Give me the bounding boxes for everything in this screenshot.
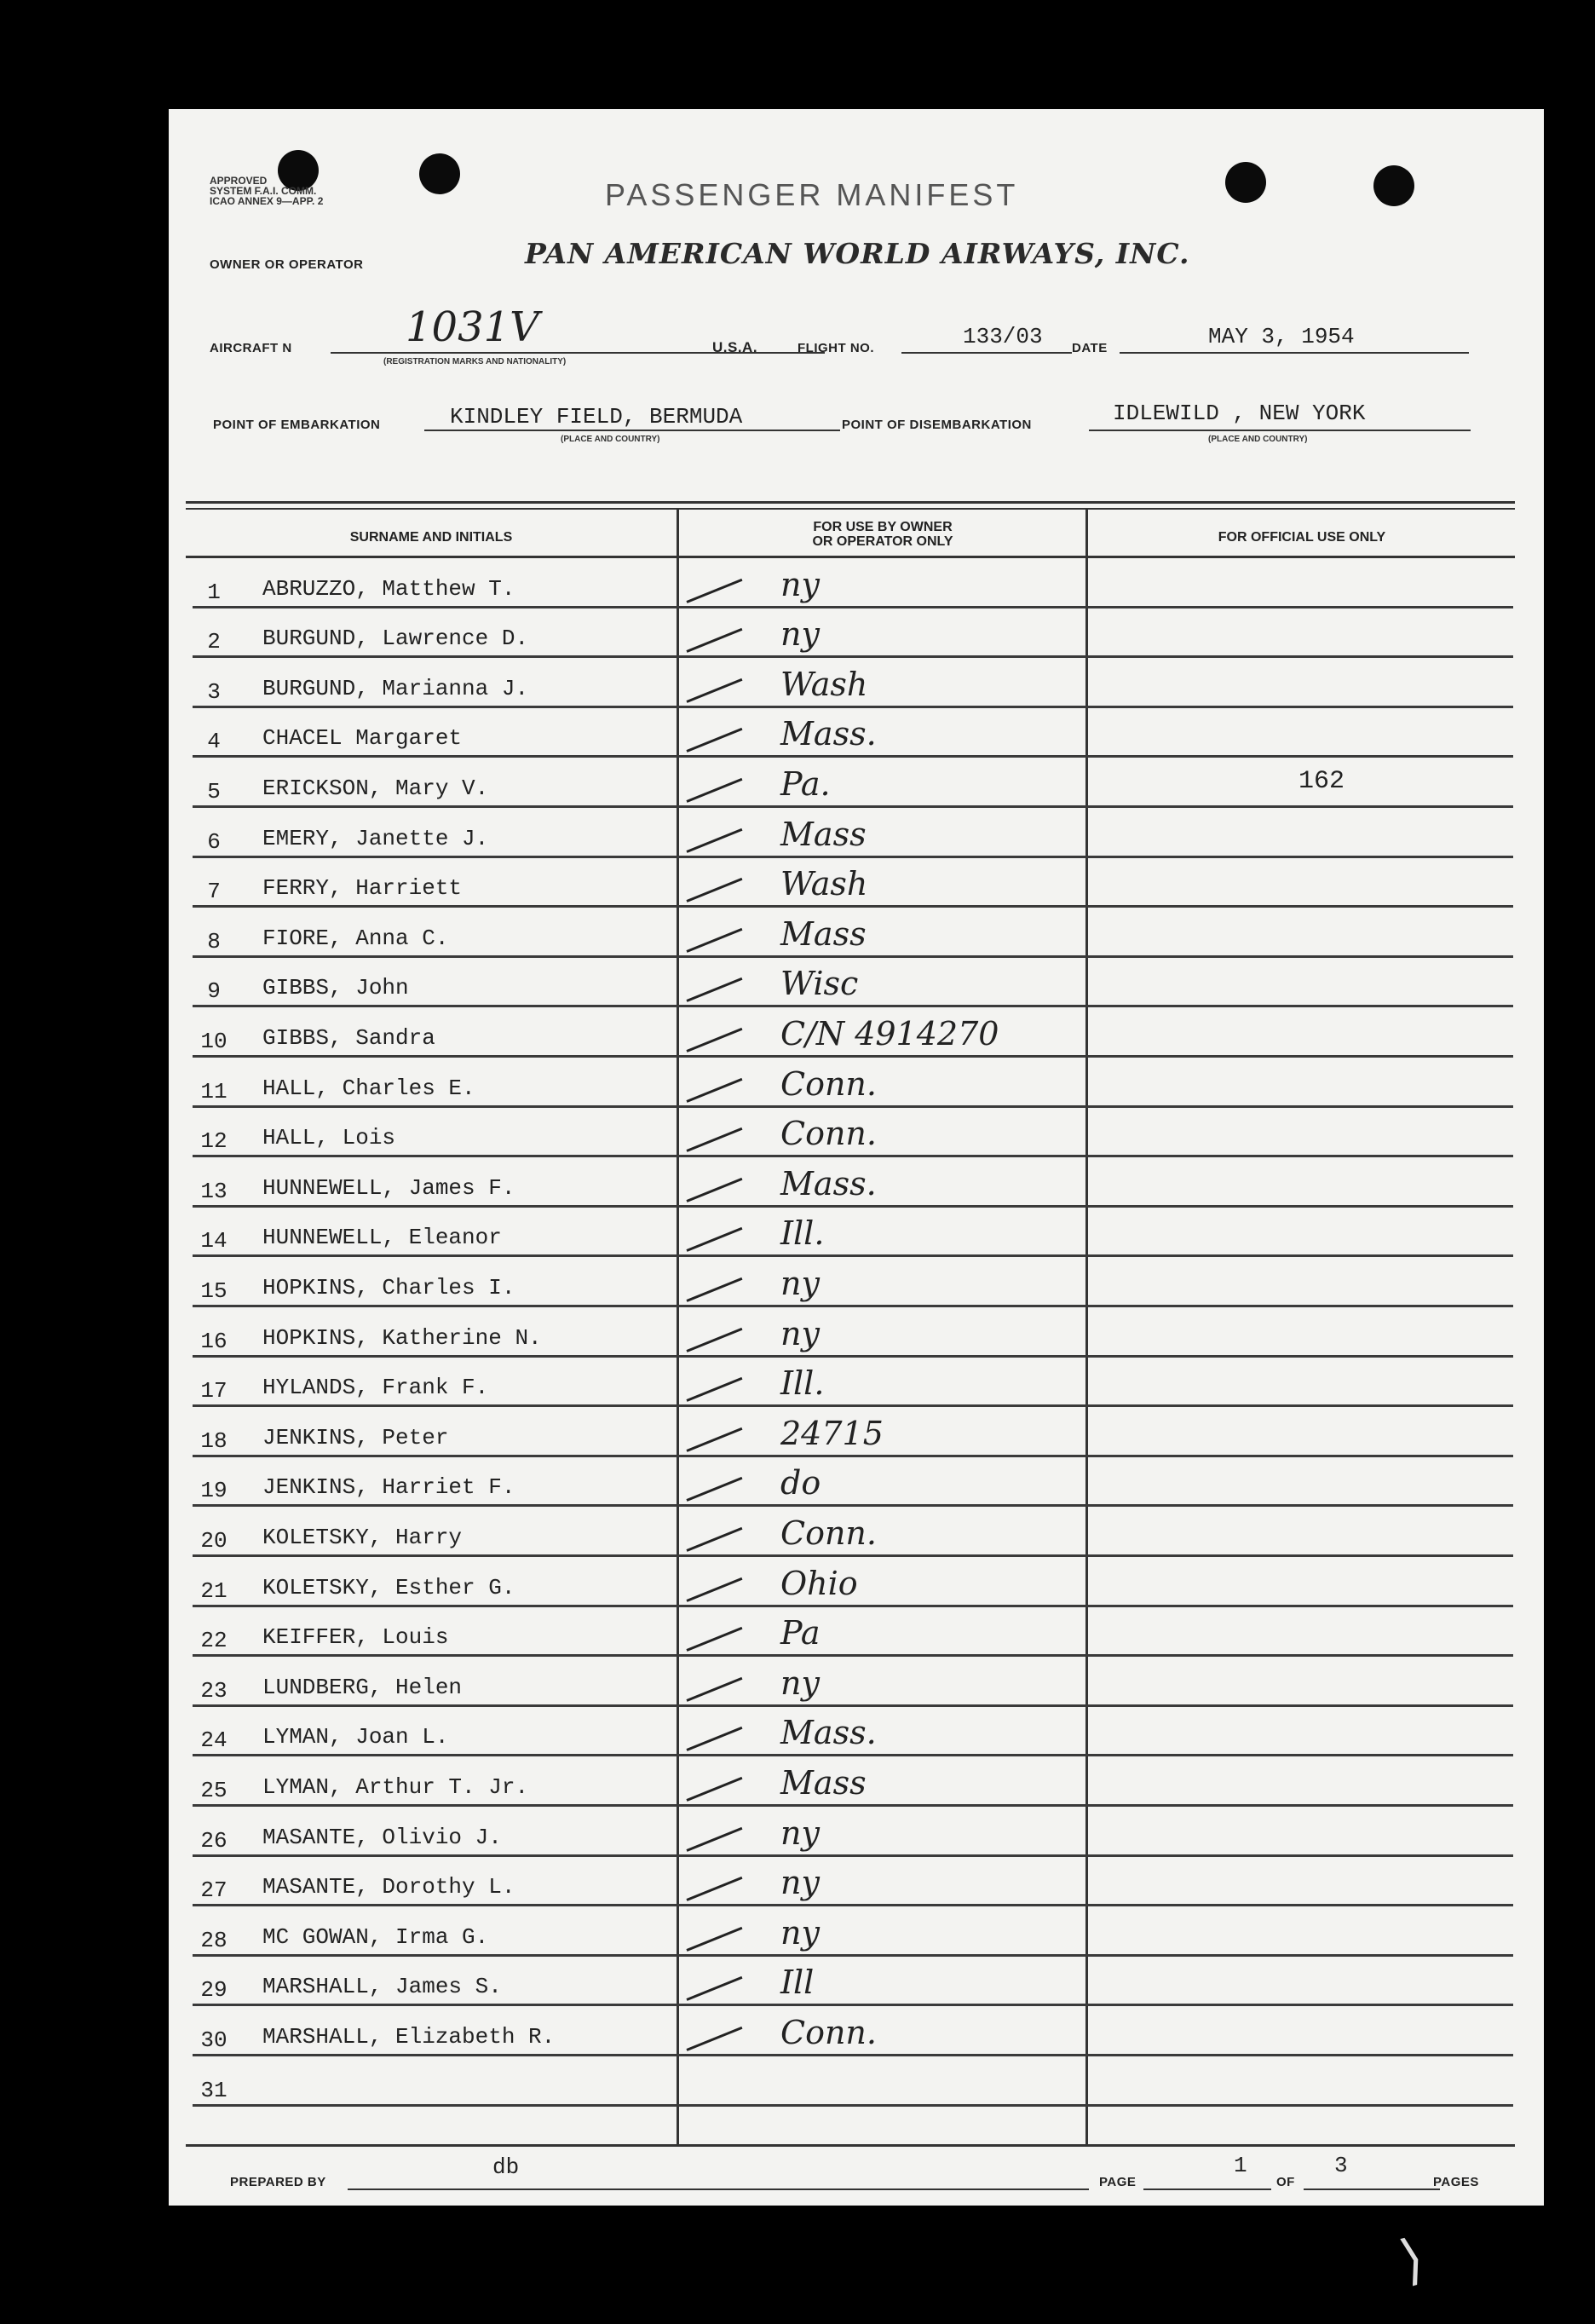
row-number: 5 [207, 778, 221, 804]
official-note: 162 [1298, 766, 1345, 796]
table-row [193, 1906, 1513, 1957]
table-row [193, 1657, 1513, 1707]
passenger-name: BURGUND, Marianna J. [262, 675, 529, 701]
check-mark [686, 1227, 742, 1252]
table-row [193, 1807, 1513, 1857]
passenger-name: ERICKSON, Mary V. [262, 775, 489, 801]
check-mark [686, 578, 742, 603]
punch-hole [419, 153, 460, 194]
page-value: 1 [1234, 2153, 1247, 2178]
of-label: OF [1276, 2175, 1295, 2189]
passenger-name: GIBBS, Sandra [262, 1024, 435, 1051]
residence-note: ny [780, 1814, 820, 1852]
table-row [193, 808, 1513, 858]
passenger-name: CHACEL Margaret [262, 725, 463, 752]
table-top-rule-2 [186, 508, 1515, 510]
check-mark [686, 1627, 742, 1652]
row-number: 22 [200, 1628, 227, 1654]
row-number: 15 [200, 1277, 227, 1304]
punch-hole [1373, 165, 1414, 206]
table-row [193, 1307, 1513, 1358]
table-row [193, 1208, 1513, 1258]
check-mark [686, 828, 742, 852]
table-row [193, 1358, 1513, 1408]
embark-underline [424, 430, 840, 431]
check-mark [686, 1976, 742, 2001]
table-row [193, 1108, 1513, 1158]
table-row [193, 758, 1513, 808]
table-row [193, 958, 1513, 1008]
residence-note: Mass [780, 914, 867, 953]
residence-note: 24715 [780, 1414, 884, 1452]
residence-note: ny [780, 1664, 820, 1702]
table-row [193, 1257, 1513, 1307]
row-number: 11 [200, 1078, 227, 1104]
table-row [193, 708, 1513, 758]
check-mark [686, 1477, 742, 1502]
row-number: 2 [207, 629, 221, 655]
check-mark [686, 1377, 742, 1402]
prepared-underline [348, 2188, 1089, 2190]
residence-note: Mass [780, 1763, 867, 1802]
residence-note: ny [780, 1314, 820, 1352]
col-surname: SURNAME AND INITIALS [349, 530, 513, 545]
row-number: 1 [207, 579, 221, 605]
embark-label: POINT OF EMBARKATION [213, 418, 381, 432]
row-number: 25 [200, 1777, 227, 1803]
table-row [193, 1756, 1513, 1807]
punch-hole [1225, 162, 1266, 203]
passenger-name: KEIFFER, Louis [262, 1624, 449, 1651]
passenger-name: GIBBS, John [262, 975, 409, 1001]
residence-note: Conn. [780, 1064, 877, 1103]
row-number: 9 [207, 978, 221, 1005]
row-number: 8 [207, 928, 221, 954]
residence-note: do [780, 1464, 821, 1502]
owner-label: OWNER OR OPERATOR [210, 257, 364, 272]
residence-note: ny [780, 565, 820, 603]
aircraft-value: 1031V [406, 303, 539, 351]
residence-note: Pa [780, 1614, 821, 1652]
table-row [193, 1457, 1513, 1508]
disembark-sublabel: (PLACE AND COUNTRY) [1208, 435, 1308, 444]
check-mark [686, 1178, 742, 1202]
usa-label: U.S.A. [712, 339, 758, 355]
passenger-name: MC GOWAN, Irma G. [262, 1923, 489, 1950]
passenger-name: LUNDBERG, Helen [262, 1674, 463, 1700]
check-mark [686, 1527, 742, 1552]
approval-note: APPROVED SYSTEM F.A.I. COMM. ICAO ANNEX 9—APP. 2 [210, 175, 324, 207]
check-mark [686, 678, 742, 703]
passenger-name: LYMAN, Arthur T. Jr. [262, 1773, 529, 1800]
table-row [193, 1857, 1513, 1907]
residence-note: Wash [780, 665, 868, 703]
passenger-name: ABRUZZO, Matthew T. [262, 575, 515, 602]
page-label: PAGE [1099, 2175, 1137, 2189]
check-mark [686, 1677, 742, 1702]
residence-note: Wash [780, 865, 868, 903]
residence-note: ny [780, 1264, 820, 1302]
table-row [193, 2006, 1513, 2056]
table-row [193, 908, 1513, 958]
row-number: 4 [207, 729, 221, 755]
check-mark [686, 1777, 742, 1802]
row-number: 30 [200, 2027, 227, 2053]
row-number: 19 [200, 1478, 227, 1504]
residence-note: Conn. [780, 1514, 877, 1552]
residence-note: Pa. [780, 764, 831, 803]
passenger-name: JENKINS, Harriet F. [262, 1474, 515, 1501]
table-row [193, 608, 1513, 659]
check-mark [686, 1927, 742, 1952]
row-number: 23 [200, 1677, 227, 1704]
table-row [193, 1157, 1513, 1208]
row-number: 6 [207, 828, 221, 855]
row-number: 27 [200, 1877, 227, 1904]
table-top-rule [186, 501, 1515, 504]
page-underline [1143, 2188, 1271, 2190]
check-mark [686, 977, 742, 1002]
residence-note: Wisc [780, 965, 859, 1003]
row-number: 7 [207, 879, 221, 905]
check-mark [686, 1127, 742, 1152]
residence-note: ny [780, 1913, 820, 1952]
residence-note: Mass. [780, 1714, 877, 1752]
residence-note: Ill [780, 1964, 815, 2002]
row-number: 24 [200, 1727, 227, 1754]
passenger-name: JENKINS, Peter [262, 1424, 449, 1450]
passenger-name: MARSHALL, Elizabeth R. [262, 2023, 556, 2050]
passenger-name: KOLETSKY, Harry [262, 1524, 463, 1550]
table-row [193, 2056, 1513, 2107]
check-mark [686, 1327, 742, 1352]
manifest-sheet [169, 109, 1544, 2206]
check-mark [686, 778, 742, 803]
disembark-label: POINT OF DISEMBARKATION [842, 418, 1032, 432]
table-row [193, 858, 1513, 908]
passenger-name: HYLANDS, Frank F. [262, 1375, 489, 1401]
row-rule [193, 2104, 1513, 2107]
table-row [193, 558, 1513, 608]
passenger-name: EMERY, Janette J. [262, 825, 489, 851]
residence-note: Conn. [780, 1115, 877, 1153]
residence-note: Mass. [780, 1164, 877, 1202]
passenger-name: BURGUND, Lawrence D. [262, 626, 529, 652]
passenger-name: LYMAN, Joan L. [262, 1724, 449, 1750]
table-row [193, 1607, 1513, 1658]
aircraft-label: AIRCRAFT N [210, 341, 292, 355]
prepared-value: db [492, 2154, 520, 2180]
check-mark [686, 878, 742, 902]
check-mark [686, 1826, 742, 1851]
manifest-title: PASSENGER MANIFEST [605, 177, 1019, 212]
passenger-name: HALL, Charles E. [262, 1075, 475, 1101]
row-number: 10 [200, 1028, 227, 1054]
residence-note: Ill. [780, 1214, 825, 1253]
disembark-underline [1089, 430, 1471, 431]
row-number: 17 [200, 1378, 227, 1404]
embark-value: KINDLEY FIELD, BERMUDA [450, 404, 743, 430]
check-mark [686, 1427, 742, 1452]
passenger-name: MASANTE, Dorothy L. [262, 1874, 515, 1900]
date-label: DATE [1072, 341, 1108, 355]
residence-note: ny [780, 615, 820, 654]
table-row [193, 1058, 1513, 1108]
check-mark [686, 628, 742, 653]
row-number: 26 [200, 1827, 227, 1854]
row-number: 13 [200, 1178, 227, 1204]
row-number: 16 [200, 1328, 227, 1354]
row-number: 28 [200, 1927, 227, 1953]
residence-note: Mass. [780, 715, 877, 753]
pages-value: 3 [1334, 2153, 1348, 2178]
table-bottom-rule [186, 2144, 1515, 2147]
table-row [193, 658, 1513, 708]
table-row [193, 1507, 1513, 1557]
residence-note: Conn. [780, 2013, 877, 2051]
check-mark [686, 1028, 742, 1052]
disembark-value: IDLEWILD , NEW YORK [1113, 401, 1366, 426]
of-underline [1304, 2188, 1440, 2190]
check-mark [686, 1577, 742, 1601]
row-number: 20 [200, 1527, 227, 1554]
flight-value: 133/03 [963, 324, 1043, 349]
table-row [193, 1707, 1513, 1757]
prepared-label: PREPARED BY [230, 2175, 326, 2189]
passenger-name: HALL, Lois [262, 1125, 396, 1151]
aircraft-sublabel: (REGISTRATION MARKS AND NATIONALITY) [383, 357, 567, 366]
passenger-name: HOPKINS, Charles I. [262, 1274, 515, 1300]
table-row [193, 1407, 1513, 1457]
residence-note: Ill. [780, 1364, 825, 1403]
flight-label: FLIGHT NO. [798, 341, 874, 355]
passenger-name: MASANTE, Olivio J. [262, 1824, 502, 1850]
passenger-name: FIORE, Anna C. [262, 925, 449, 951]
check-mark [686, 1727, 742, 1751]
passenger-name: HUNNEWELL, Eleanor [262, 1225, 502, 1251]
row-number: 12 [200, 1128, 227, 1155]
col-owner-use: FOR USE BY OWNER OR OPERATOR ONLY [812, 520, 953, 549]
check-mark [686, 728, 742, 753]
residence-note: C/N 4914270 [780, 1014, 999, 1052]
residence-note: ny [780, 1864, 820, 1902]
date-value: MAY 3, 1954 [1208, 324, 1355, 349]
passenger-name: HOPKINS, Katherine N. [262, 1324, 542, 1351]
residence-note: Ohio [780, 1564, 858, 1602]
pages-label: PAGES [1433, 2175, 1479, 2189]
table-row [193, 1557, 1513, 1607]
table-row [193, 1007, 1513, 1058]
row-number: 21 [200, 1577, 227, 1604]
company-name: PAN AMERICAN WORLD AIRWAYS, INC. [525, 237, 1190, 270]
passenger-name: FERRY, Harriett [262, 875, 463, 902]
date-underline [1120, 352, 1469, 354]
row-number: 29 [200, 1977, 227, 2004]
check-mark [686, 1277, 742, 1302]
embark-sublabel: (PLACE AND COUNTRY) [561, 435, 660, 444]
flight-underline [901, 352, 1072, 354]
check-mark [686, 928, 742, 953]
row-number: 18 [200, 1427, 227, 1454]
residence-note: Mass [780, 815, 867, 853]
corner-mark: ⟩ [1393, 2227, 1431, 2293]
check-mark [686, 1877, 742, 1901]
row-number: 31 [200, 2077, 227, 2103]
passenger-name: MARSHALL, James S. [262, 1974, 502, 2000]
passenger-name: KOLETSKY, Esther G. [262, 1574, 515, 1600]
row-number: 14 [200, 1228, 227, 1254]
check-mark [686, 2027, 742, 2051]
table-row [193, 1957, 1513, 2007]
check-mark [686, 1077, 742, 1102]
row-number: 3 [207, 678, 221, 705]
col-official: FOR OFFICIAL USE ONLY [1218, 530, 1386, 545]
passenger-name: HUNNEWELL, James F. [262, 1174, 515, 1201]
